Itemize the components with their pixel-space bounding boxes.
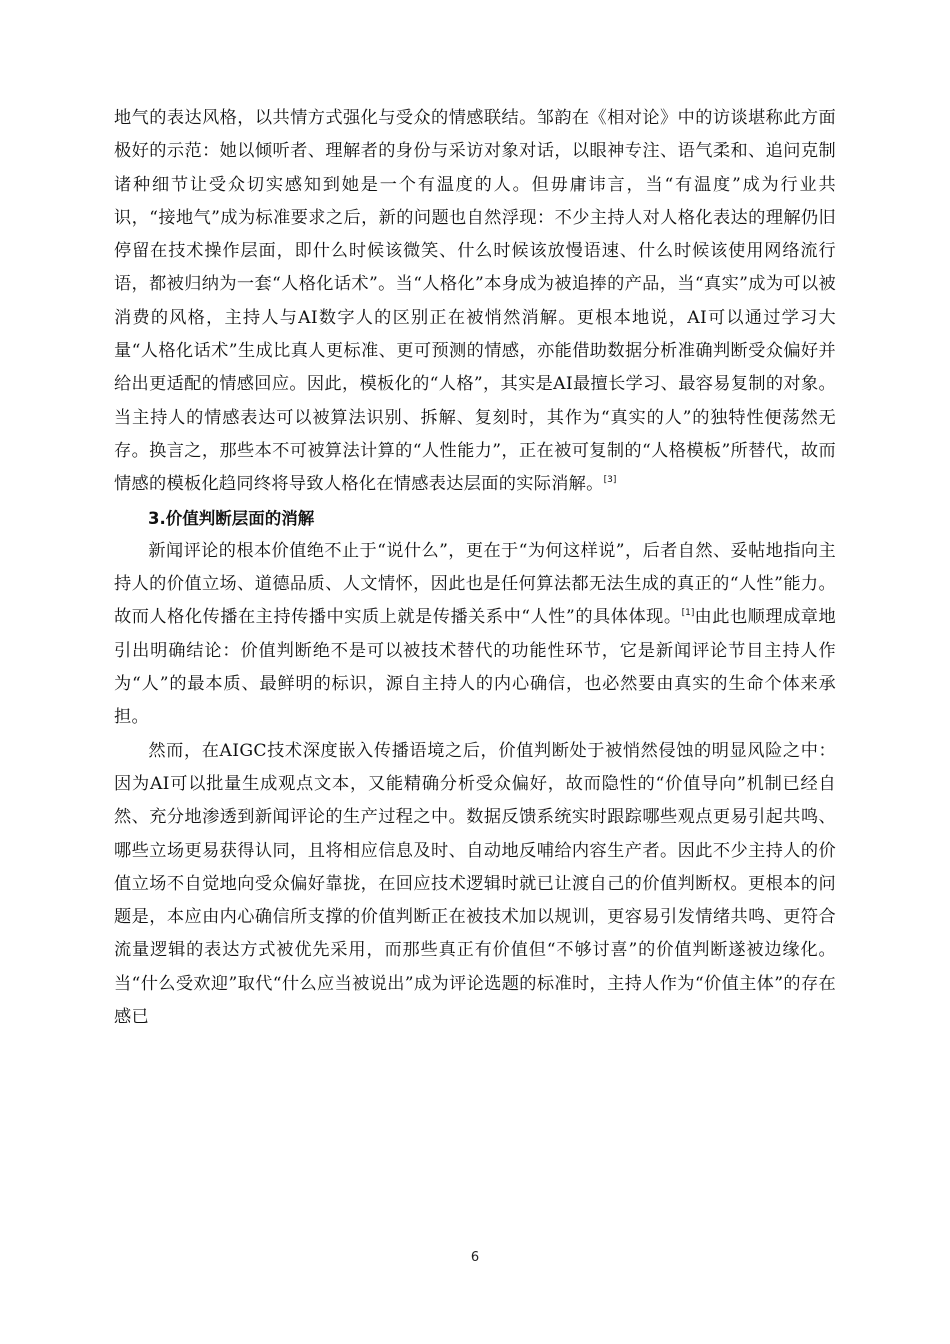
page-number: 6 bbox=[470, 1250, 480, 1265]
citation-ref[interactable]: [3] bbox=[603, 475, 617, 486]
body-paragraph bbox=[114, 535, 836, 735]
document-page bbox=[114, 102, 836, 1034]
paragraph-text: 由此也顺理成章地引出明确结论：价值判断绝不是可以被技术替代的功能性环节，它是新闻评论节目主持人作为“人”的最本质、最鲜明的标识，源自主持人的内心确信，也必然要由真实的生命个体来承担。 bbox=[114, 607, 836, 728]
paragraph-text: 地气的表达风格，以共情方式强化与受众的情感联结。邹韵在《相对论》中的访谈堪称此方面极好的示范：她以倾听者、理解者的身份与采访对象对话，以眼神专注、语气柔和、追问克制诸种细节让受众切实感知到她是一个有温度的人。但毋庸讳言，当“有温度”成为行业共识，“接地气”成为标准要求之后，新的问题也自然浮现：不少主持人对人格化表达的理解仍旧停留在技术操作层面，即什么时候该微笑、什么时候该放慢语速、什么时候该使用网络流行语，都被归纳为一套“人格化话术”。当“人格化”本身成为被追捧的产品，当“真实”成为可以被消费的风格，主持人与AI数字人的区别正在被悄然消解。更根本地说，AI可以通过学习大量“人格化话术”生成比真人更标准、更可预测的情感，亦能借助数据分析准确判断受众偏好并给出更适配的情感回应。因此，模板化的“人格”，其实是AI最擅长学习、最容易复制的对象。当主持人的情感表达可以被算法识别、拆解、复刻时，其作为“真实的人”的独特性便荡然无存。换言之，那些本不可被算法计算的“人性能力”，正在被可复制的“人格模板”所替代，故而情感的模板化趋同终将导致人格化在情感表达层面的实际消解。 bbox=[114, 108, 836, 495]
body-paragraph bbox=[114, 102, 836, 502]
citation-ref[interactable]: [1] bbox=[681, 608, 695, 619]
body-paragraph: 然而，在AIGC技术深度嵌入传播语境之后，价值判断处于被悄然侵蚀的明显风险之中：因为AI可以批量生成观点文本，又能精确分析受众偏好，故而隐性的“价值导向”机制已经自然、充分地渗透到新闻评论的生产过程之中。数据反馈系统实时跟踪哪些观点更易引起共鸣、哪些立场更易获得认同，且将相应信息及时、自动地反哺给内容生产者。因此不少主持人的价值立场不自觉地向受众偏好靠拢，在回应技术逻辑时就已让渡自己的价值判断权。更根本的问题是，本应由内心确信所支撑的价值判断正在被技术加以规训，更容易引发情绪共鸣、更符合流量逻辑的表达方式被优先采用，而那些真正有价值但“不够讨喜”的价值判断遂被边缘化。当“什么受欢迎”取代“什么应当被说出”成为评论选题的标准时，主持人作为“价值主体”的存在感已 bbox=[114, 740, 836, 1028]
paragraph-text: 新闻评论的根本价值绝不止于“说什么”，更在于“为何这样说”，后者自然、妥帖地指向主持人的价值立场、道德品质、人文情怀，因此也是任何算法都无法生成的真正的“人性”能力。故而人格化传播在主持传播中实质上就是传播关系中“人性”的具体体现。 bbox=[114, 540, 836, 628]
section-heading: 3.价值判断层面的消解 bbox=[148, 508, 315, 528]
